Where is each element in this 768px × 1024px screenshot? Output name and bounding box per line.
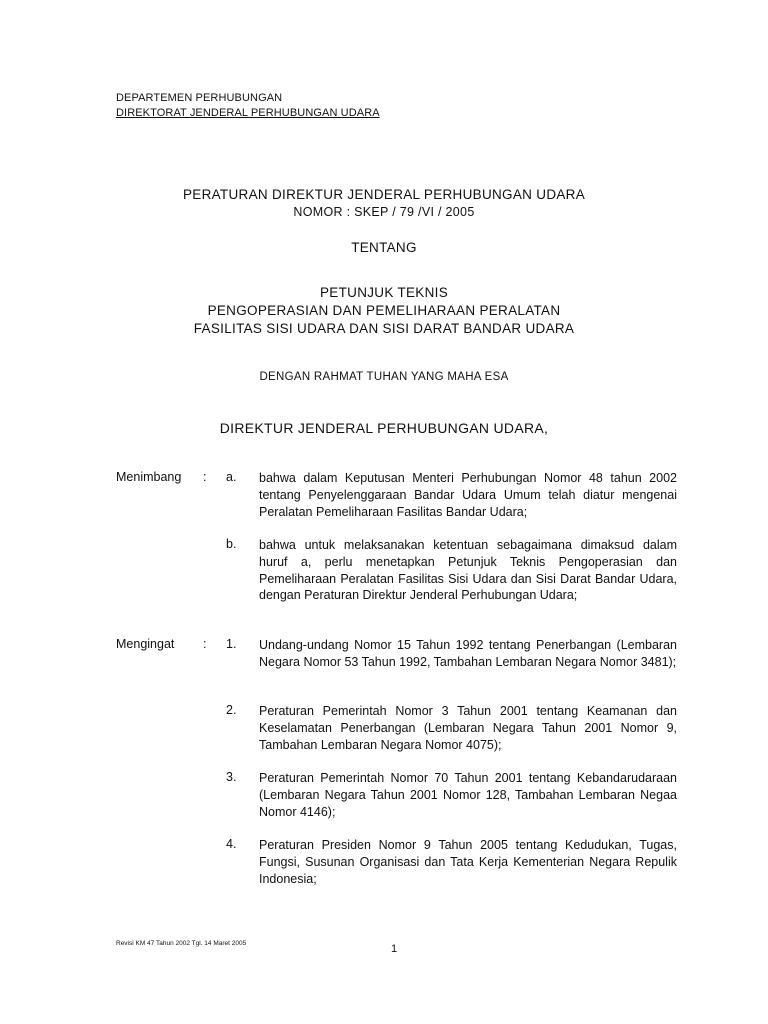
- regulation-number: NOMOR : SKEP / 79 /VI / 2005: [293, 205, 475, 219]
- mengingat-marker-4: 4.: [226, 837, 237, 851]
- directorate-name-text: DIREKTORAT JENDERAL PERHUBUNGAN UDARA: [116, 107, 380, 119]
- menimbang-item-a: bahwa dalam Keputusan Menteri Perhubungan Nomor 48 tahun 2002 tentang Penyelenggaraan Bandar Udara Umum telah diatur mengenai Peralatan Pemeliharaan Fasilitas Bandar Udara;: [259, 471, 677, 519]
- menimbang-marker-a: a.: [226, 470, 237, 484]
- regulation-title: PERATURAN DIREKTUR JENDERAL PERHUBUNGAN UDARA: [182, 187, 586, 202]
- tentang-heading: TENTANG: [351, 240, 417, 255]
- mengingat-item-2: Peraturan Pemerintah Nomor 3 Tahun 2001 tentang Keamanan dan Keselamatan Penerbangan (Lembaran Negara Tahun 2001 Nomor 9, Tambahan Lembaran Negara Nomor 4075);: [259, 704, 677, 752]
- mengingat-marker-3: 3.: [226, 770, 237, 784]
- department-name: DEPARTEMEN PERHUBUNGAN: [116, 92, 283, 104]
- mengingat-item-1: Undang-undang Nomor 15 Tahun 1992 tentang Penerbangan (Lembaran Negara Nomor 53 Tahun 1992, Tambahan Lembaran Negara Nomor 3481);: [259, 638, 677, 669]
- mengingat-item-4: Peraturan Presiden Nomor 9 Tahun 2005 tentang Kedudukan, Tugas, Fungsi, Susunan Organisasi dan Tata Kerja Kementerian Negara Repulik Indonesia;: [259, 838, 677, 886]
- subject-line-1: PETUNJUK TEKNIS: [319, 285, 449, 300]
- mengingat-label: Mengingat: [116, 637, 175, 651]
- issuer-title: DIREKTUR JENDERAL PERHUBUNGAN UDARA,: [219, 420, 549, 436]
- invocation: DENGAN RAHMAT TUHAN YANG MAHA ESA: [259, 371, 509, 383]
- menimbang-colon: :: [203, 470, 207, 484]
- directorate-name: [116, 107, 380, 119]
- menimbang-label: Menimbang: [116, 470, 182, 484]
- subject-line-2: PENGOPERASIAN DAN PEMELIHARAAN PERALATAN: [207, 303, 561, 318]
- mengingat-colon: :: [203, 637, 207, 651]
- menimbang-item-b: bahwa untuk melaksanakan ketentuan sebagaimana dimaksud dalam huruf a, perlu menetapkan Petunjuk Teknis Pengoperasian dan Pemeliharaan Peralatan Fasilitas Sisi Udara dan Sisi Darat Bandar Udara, dengan Peraturan Direktur Jenderal Perhubungan Udara;: [259, 538, 677, 603]
- page-number: 1: [391, 943, 398, 955]
- mengingat-marker-1: 1.: [226, 637, 237, 651]
- subject-line-3: FASILITAS SISI UDARA DAN SISI DARAT BANDAR UDARA: [193, 321, 575, 336]
- revision-note: Revisi KM 47 Tahun 2002 Tgl. 14 Maret 2005: [116, 940, 247, 947]
- menimbang-marker-b: b.: [226, 537, 237, 551]
- mengingat-item-3: Peraturan Pemerintah Nomor 70 Tahun 2001 tentang Kebandarudaraan (Lembaran Negara Tahun 2001 Nomor 128, Tambahan Lembaran Negaa Nomor 4146);: [259, 771, 677, 819]
- mengingat-marker-2: 2.: [226, 703, 237, 717]
